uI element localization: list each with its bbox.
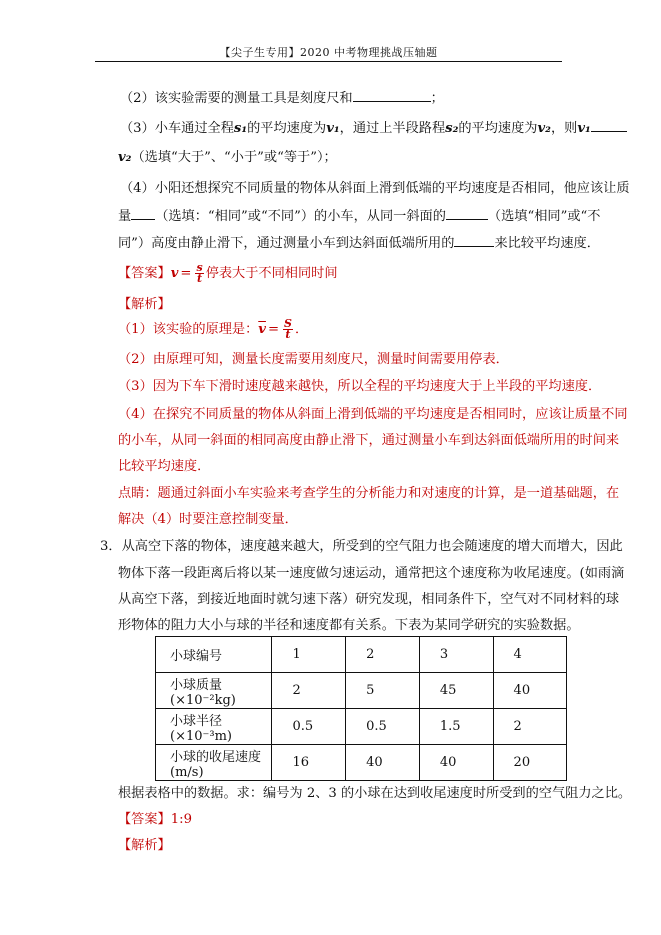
analysis-p4-line2: 的小车，从同一斜面的相同高度由静止滑下，通过测量小车到达斜面低端所用的时间来 [118, 433, 620, 448]
q-part4-line1: （4）小阳还想探究不同质量的物体从斜面上滑到低端的平均速度是否相同，他应该让质 [120, 181, 630, 196]
var-v2b: v₂ [118, 150, 132, 165]
answer-blank[interactable] [591, 118, 627, 132]
fraction-denominator: t [197, 272, 203, 285]
answer-blank[interactable] [131, 206, 155, 220]
analysis-p4-line3: 比较平均速度． [118, 459, 211, 474]
table-cell: 40 [419, 745, 493, 781]
answer-2 [118, 811, 192, 829]
analysis-p4-line1: （4）在探究不同质量的物体从斜面上滑到低端的平均速度是否相同时，应该让质量不同 [118, 407, 628, 422]
answer-blank[interactable] [454, 233, 494, 247]
table-row-label: 小球的收尾速度(m/s) [156, 745, 272, 781]
formula-fraction [195, 263, 203, 284]
q-part2 [120, 88, 444, 108]
page-header: 【尖子生专用】2020 中考物理挑战压轴题 [219, 46, 438, 59]
var-v1: v₁ [326, 121, 340, 136]
table-cell: 20 [493, 745, 566, 781]
q-part4-line2-a: 量 [118, 209, 132, 224]
analysis-p3: （3）因为下车下滑时速度越来越快，所以全程的平均速度大于上半段的平均速度． [118, 379, 602, 394]
table-row-label: 小球编号 [156, 637, 272, 673]
table-row [156, 709, 567, 745]
table-cell: 2 [346, 637, 420, 673]
analysis-p2: （2）由原理可知，测量长度需要用刻度尺，测量时间需要用停表． [118, 352, 509, 367]
table-row-label: 小球半径(×10⁻³m) [156, 709, 272, 745]
fraction-numerator: S [284, 317, 292, 330]
q-part3-line2 [118, 149, 337, 167]
q3-question: 根据表格中的数据。求：编号为 2、3 的小球在达到收尾速度时所受到的空气阻力之比。 [118, 786, 632, 801]
q-part2-end: ； [430, 91, 444, 106]
answer-blank[interactable] [353, 88, 431, 102]
q3-line1: 3．从高空下落的物体，速度越来越大，所受到的空气阻力也会随速度的增大而增大，因此 [100, 539, 623, 554]
q-part4-line3-a: 同”）高度由静止滑下，通过测量小车到达斜面低端所用的 [118, 236, 455, 251]
q-part4-line2-b: （选填：“相同”或“不同”）的小车，从同一斜面的 [155, 209, 446, 224]
formula-v-bar: $\overline{v}$ [258, 322, 266, 337]
fraction-numerator: s [196, 261, 203, 274]
data-table [155, 636, 567, 781]
q3-line2: 物体下落一段距离后将以某一速度做匀速运动，通常把这个速度称为收尾速度。(如雨滴 [118, 566, 625, 581]
table-cell: 2 [493, 709, 566, 745]
table-cell: 3 [419, 637, 493, 673]
formula-v: v [170, 266, 179, 281]
table-row [156, 637, 567, 673]
tip-line2: 解决（4）时要注意控制变量． [118, 512, 298, 527]
formula-fraction [283, 319, 293, 340]
q-part4-line3 [118, 233, 600, 253]
table-cell: 1 [272, 637, 346, 673]
q-part3-b: 的平均速度为 [247, 121, 327, 136]
q-part3-a: （3）小车通过全程 [120, 121, 234, 136]
table-cell: 5 [346, 673, 420, 709]
table-cell: 0.5 [272, 709, 346, 745]
q-part3-c: ，通过上半段路程 [339, 121, 446, 136]
answer-blank[interactable] [446, 206, 488, 220]
table-row [156, 745, 567, 781]
answer-label: 【答案】 [118, 812, 171, 827]
table-row-label: 小球质量(×10⁻²kg) [156, 673, 272, 709]
table-cell: 4 [493, 637, 566, 673]
q-part3-d: 的平均速度为 [458, 121, 538, 136]
table-row [156, 673, 567, 709]
answer-text: 停表大于不同相同时间 [205, 266, 338, 281]
var-s2: s₂ [445, 121, 459, 136]
table-cell: 40 [346, 745, 420, 781]
table-cell: 0.5 [346, 709, 420, 745]
var-v1b: v₁ [577, 121, 591, 136]
var-s1: s₁ [233, 121, 248, 136]
fraction-denominator: t [285, 328, 291, 341]
analysis-label: 【解析】 [118, 297, 171, 312]
answer-text: 1:9 [170, 812, 192, 827]
q3-line4: 形物体的阻力大小与球的半径和速度都有关系。下表为某同学研究的实验数据。 [118, 618, 580, 633]
table-cell: 1.5 [419, 709, 493, 745]
formula-eq: = [180, 266, 192, 281]
table-cell: 40 [493, 673, 566, 709]
analysis-p1 [118, 318, 308, 342]
q-part4-line2-c: （选填“相同”或“不 [487, 209, 601, 224]
header-divider [95, 61, 562, 62]
analysis-p1-end: ． [294, 322, 309, 337]
answer-1 [118, 262, 338, 286]
q-part2-text: （2）该实验需要的测量工具是刻度尺和 [120, 91, 353, 106]
table-cell: 16 [272, 745, 346, 781]
var-v2: v₂ [537, 121, 551, 136]
q-part3-e: ，则 [550, 121, 578, 136]
q-part4-line2 [118, 206, 600, 226]
q-part3-line2-text: （选填“大于”、“小于”或“等于”）； [131, 150, 337, 165]
table-cell: 45 [419, 673, 493, 709]
tip-line1: 点睛：题通过斜面小车实验来考查学生的分析能力和对速度的计算，是一道基础题，在 [118, 486, 620, 501]
answer-label: 【答案】 [118, 266, 171, 281]
q3-line3: 从高空下落，到接近地面时就匀速下落）研究发现，相同条件下，空气对不同材料的球 [118, 592, 620, 607]
q-part4-line3-b: 来比较平均速度． [494, 236, 600, 251]
formula-eq: = [267, 322, 279, 337]
analysis-p1-text: （1）该实验的原理是： [118, 322, 259, 337]
table-cell: 2 [272, 673, 346, 709]
q-part3 [120, 118, 627, 138]
analysis-label-2: 【解析】 [118, 838, 171, 853]
